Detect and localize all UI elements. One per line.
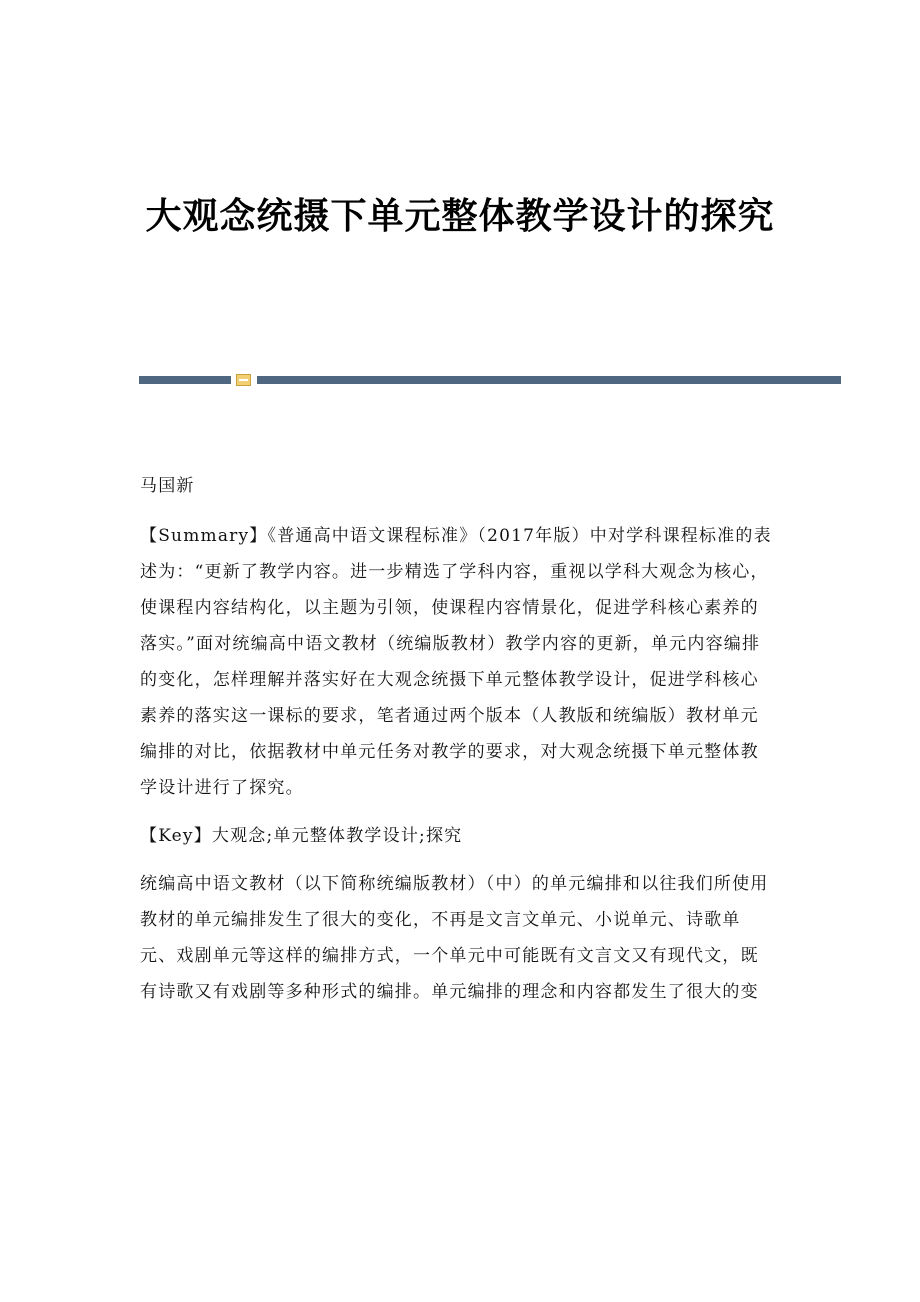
- document-content: [140, 468, 776, 1022]
- document-badge-icon: [236, 374, 251, 386]
- keywords-paragraph: 【Key】大观念;单元整体教学设计;探究: [140, 826, 463, 846]
- summary-paragraph: 【Summary】《普通高中语文课程标准》（2017年版）中对学科课程标准的表述为：“更新了教学内容。进一步精选了学科内容，重视以学科大观念为核心，使课程内容结构化，以主题为引领，使课程内容情景化，促进学科核心素养的落实。”面对统编高中语文教材（统编版教材）教学内容的更新，单元内容编排的变化，怎样理解并落实好在大观念统摄下单元整体教学设计，促进学科核心素养的落实这一课标的要求，笔者通过两个版本（人教版和统编版）教材单元编排的对比，依据教材中单元任务对教学的要求，对大观念统摄下单元整体教学设计进行了探究。: [140, 526, 772, 798]
- document-title: 大观念统摄下单元整体教学设计的探究: [145, 195, 775, 237]
- author-name: 马国新: [140, 476, 195, 496]
- divider-bar-left: [139, 376, 231, 384]
- divider-bar-right: [257, 376, 841, 384]
- title-divider: [139, 373, 841, 387]
- body-paragraph: 统编高中语文教材（以下简称统编版教材）（中）的单元编排和以往我们所使用教材的单元编排发生了很大的变化，不再是文言文单元、小说单元、诗歌单元、戏剧单元等这样的编排方式，一个单元中可能既有文言文又有现代文，既有诗歌又有戏剧等多种形式的编排。单元编排的理念和内容都发生了很大的变: [140, 874, 769, 1002]
